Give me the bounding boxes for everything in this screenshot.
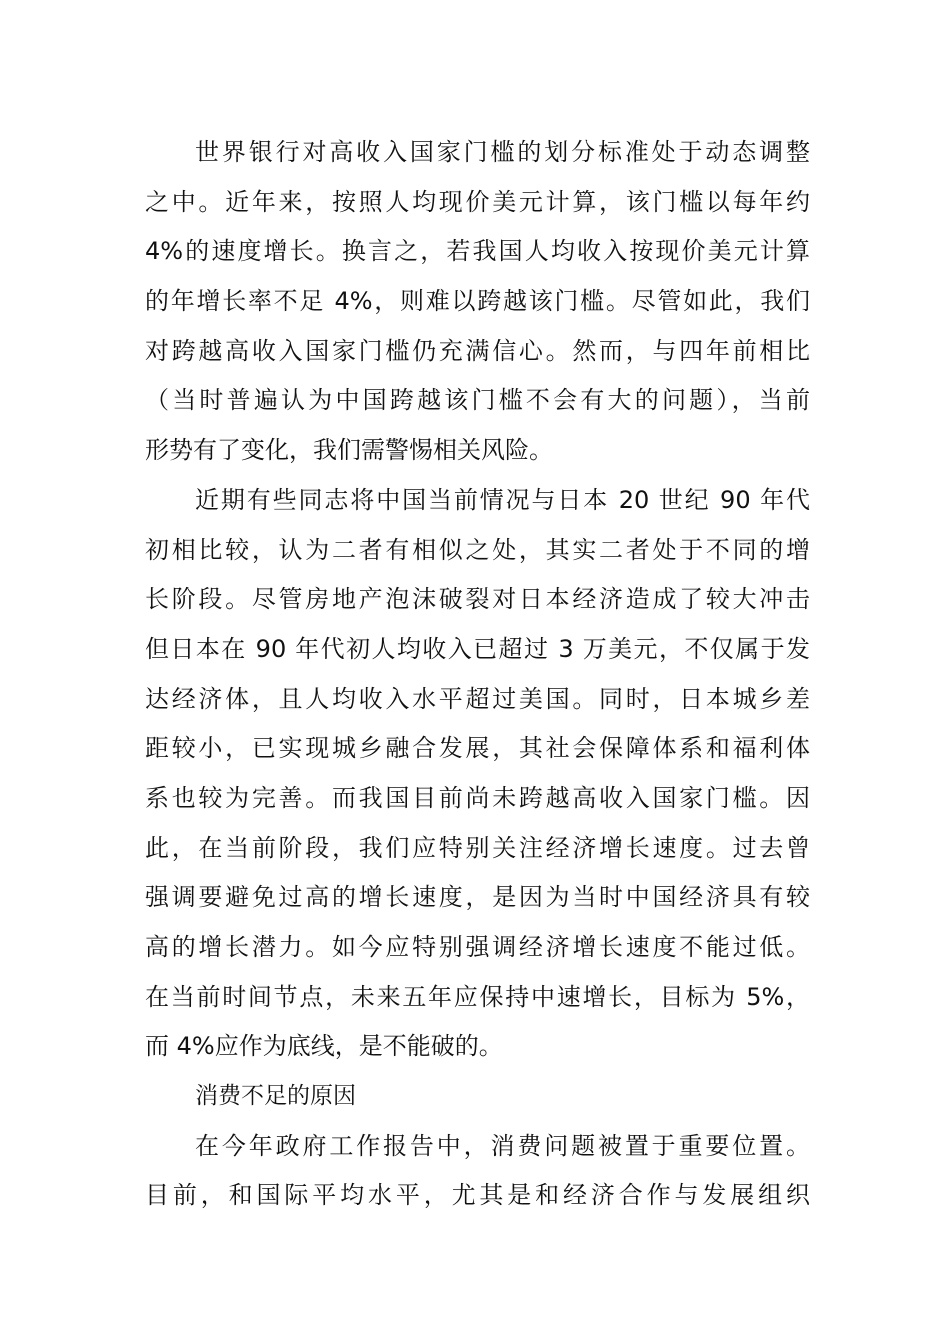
document-body (145, 128, 810, 1221)
text-line: 而 4%应作为底线，是不能破的。 (145, 1032, 503, 1061)
paragraph-consumption (145, 1122, 810, 1221)
text-line: （当时普遍认为中国跨越该门槛不会有大的问题），当前 (145, 386, 810, 415)
text-line: 系也较为完善。而我国目前尚未跨越高收入国家门槛。因 (145, 783, 810, 812)
text-line: 长阶段。尽管房地产泡沫破裂对日本经济造成了较大冲击 (145, 585, 810, 614)
text-line: 距较小，已实现城乡融合发展，其社会保障体系和福利体 (145, 734, 810, 763)
text-line: 形势有了变化，我们需警惕相关风险。 (145, 436, 553, 465)
text-line: 的年增长率不足 4%，则难以跨越该门槛。尽管如此，我们 (145, 287, 810, 316)
section-heading-consumption (145, 1072, 810, 1122)
paragraph-threshold (145, 128, 810, 476)
text-line: 近期有些同志将中国当前情况与日本 20 世纪 90 年代 (195, 485, 810, 514)
text-line: 世界银行对高收入国家门槛的划分标准处于动态调整 (195, 138, 810, 166)
text-line: 强调要避免过高的增长速度，是因为当时中国经济具有较 (145, 883, 810, 912)
text-line: 达经济体，且人均收入水平超过美国。同时，日本城乡差 (145, 684, 810, 713)
text-line: 之中。近年来，按照人均现价美元计算，该门槛以每年约 (145, 187, 810, 216)
text-line: 初相比较，认为二者有相似之处，其实二者处于不同的增 (145, 535, 810, 564)
text-line: 此，在当前阶段，我们应特别关注经济增长速度。过去曾 (145, 833, 810, 862)
text-line: 4%的速度增长。换言之，若我国人均收入按现价美元计算 (145, 237, 810, 266)
text-line: 在当前时间节点，未来五年应保持中速增长，目标为 5%， (145, 982, 810, 1011)
text-line: 但日本在 90 年代初人均收入已超过 3 万美元，不仅属于发 (145, 634, 810, 663)
paragraph-japan-comparison (145, 476, 810, 1072)
text-line: 高的增长潜力。如今应特别强调经济增长速度不能过低。 (145, 933, 810, 961)
text-line: 目前，和国际平均水平，尤其是和经济合作与发展组织 (145, 1181, 810, 1210)
text-line: 在今年政府工作报告中，消费问题被置于重要位置。 (195, 1131, 810, 1160)
section-heading: 消费不足的原因 (195, 1083, 356, 1110)
text-line: 对跨越高收入国家门槛仍充满信心。然而，与四年前相比 (145, 336, 810, 365)
